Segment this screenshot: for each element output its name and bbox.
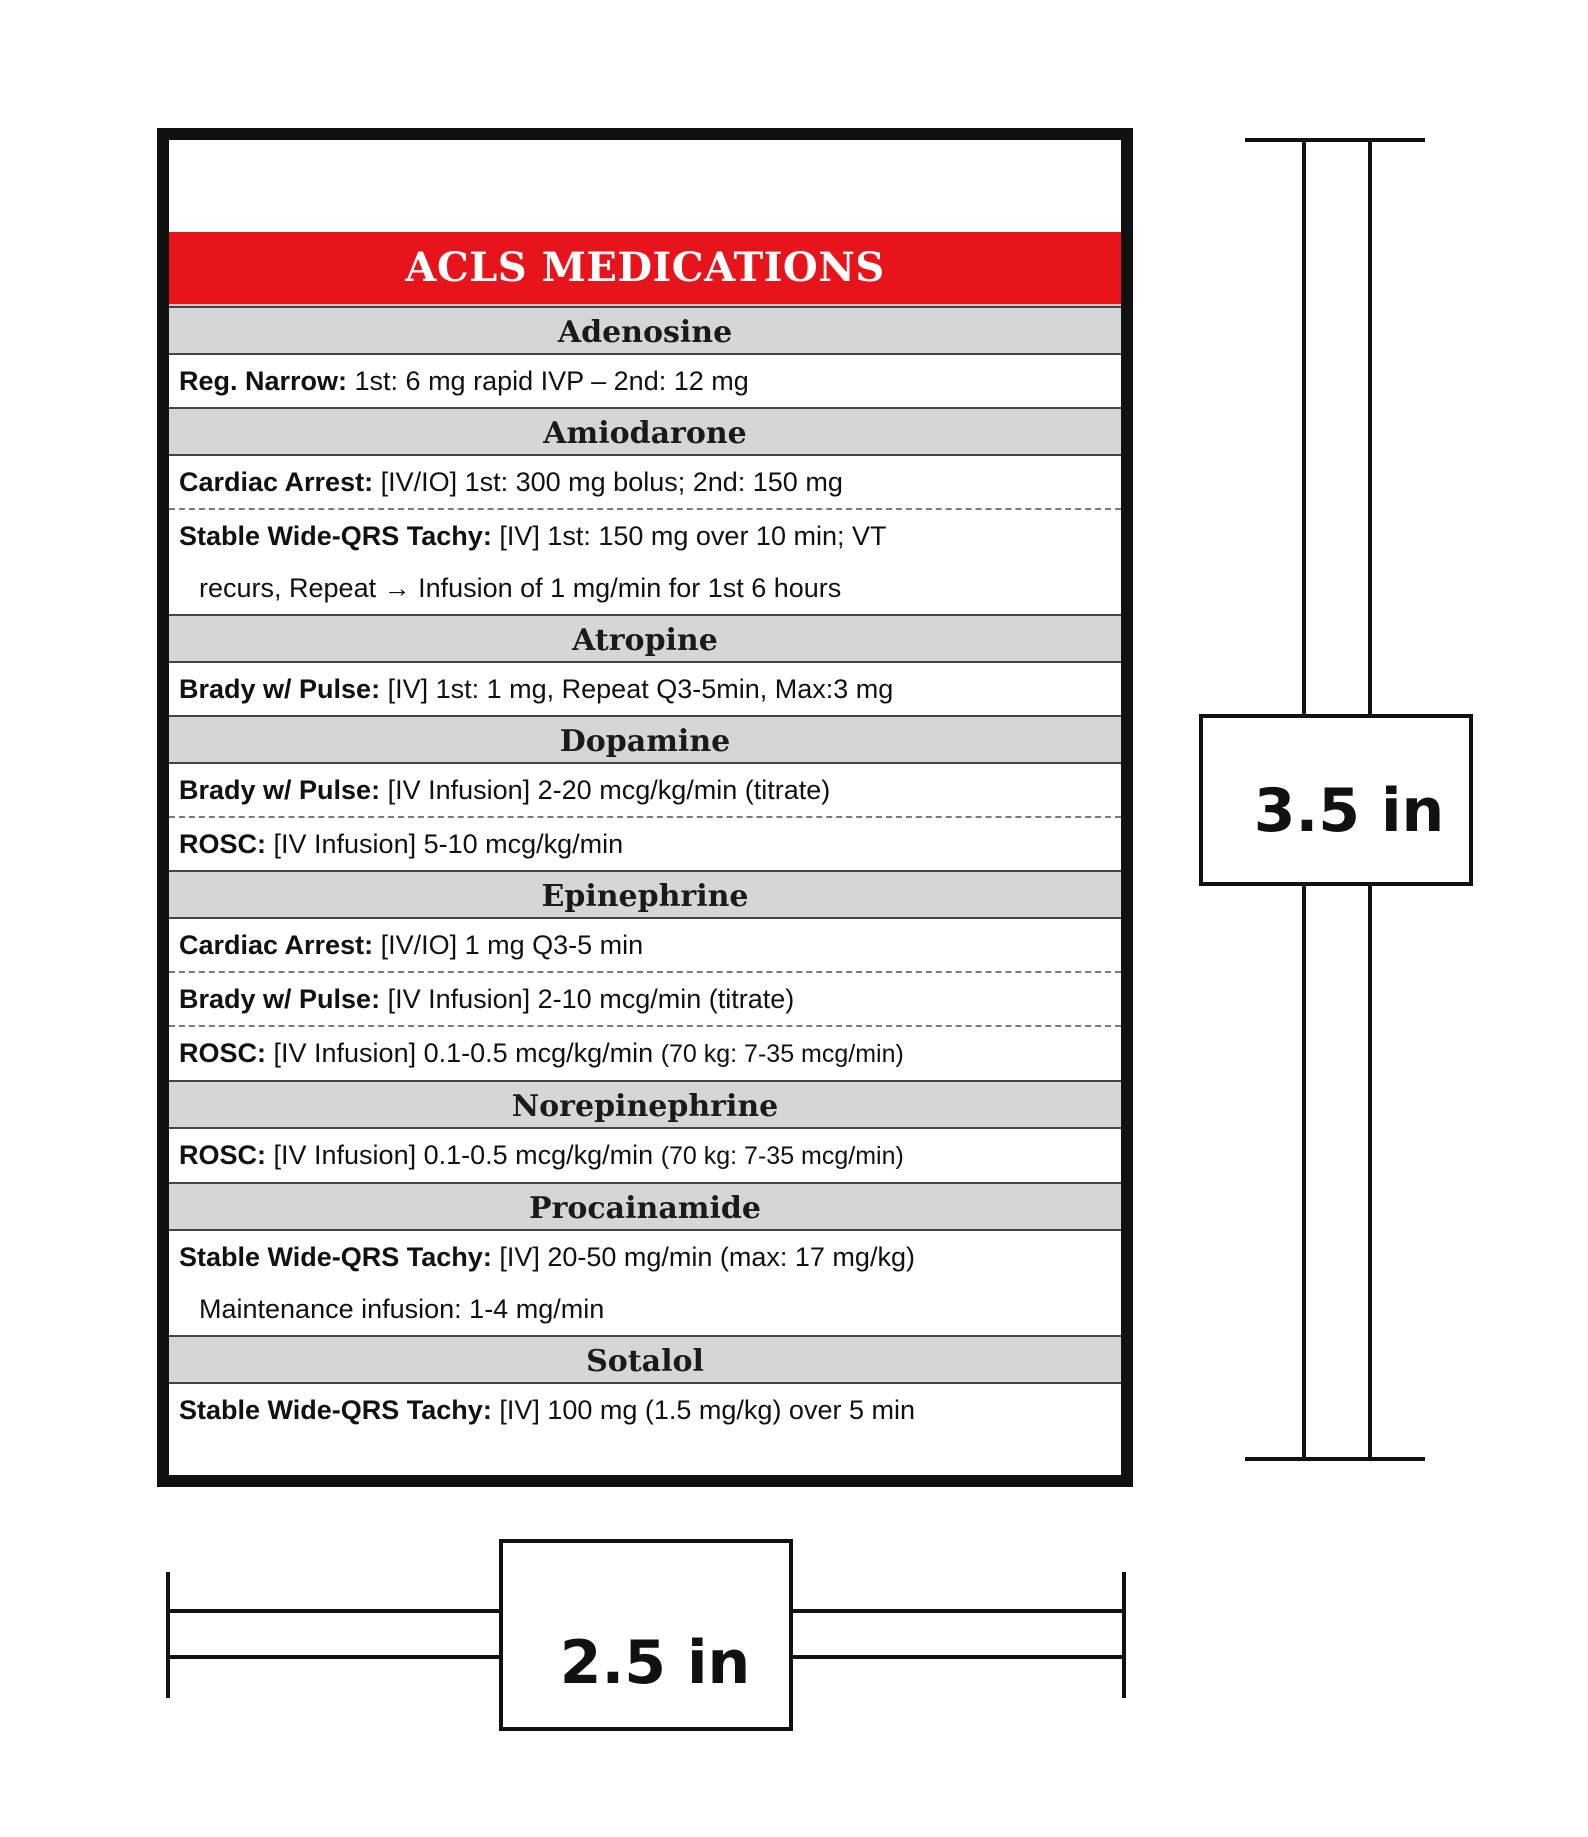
- drug-rows: [169, 1231, 1121, 1335]
- drug-rows: [169, 663, 1121, 715]
- dosage-indication: Reg. Narrow:: [179, 366, 348, 396]
- height-dimension-label: 3.5 in: [1253, 776, 1445, 846]
- dosage-row: [169, 1129, 1121, 1182]
- dosage-indication: ROSC:: [179, 1140, 266, 1170]
- dosage-row: [169, 816, 1121, 870]
- drug-rows: [169, 764, 1121, 870]
- dosage-text: [IV Infusion] 0.1-0.5 mcg/kg/min: [266, 1140, 661, 1170]
- dosage-text: [IV Infusion] 2-20 mcg/kg/min (titrate): [380, 775, 831, 805]
- drug-rows: [169, 1129, 1121, 1182]
- dosage-text: [IV Infusion] 2-10 mcg/min (titrate): [380, 984, 795, 1014]
- dosage-indication: Cardiac Arrest:: [179, 930, 374, 960]
- dosage-text: [IV] 1st: 150 mg over 10 min; VT: [491, 521, 887, 551]
- drug-header: Epinephrine: [169, 870, 1121, 919]
- drug-header: Atropine: [169, 614, 1121, 663]
- card-top-space: [169, 140, 1121, 232]
- dosage-text: [IV Infusion] 5-10 mcg/kg/min: [266, 829, 624, 859]
- drug-rows: [169, 1384, 1121, 1436]
- drug-rows: [169, 355, 1121, 407]
- dosage-indication: Brady w/ Pulse:: [179, 984, 381, 1014]
- drug-header: Amiodarone: [169, 407, 1121, 456]
- dosage-indication: ROSC:: [179, 1038, 266, 1068]
- drug-header: Adenosine: [169, 306, 1121, 355]
- dosage-note: (70 kg: 7-35 mcg/min): [660, 1040, 904, 1068]
- drug-header: Sotalol: [169, 1335, 1121, 1384]
- dosage-indication: Cardiac Arrest:: [179, 467, 374, 497]
- dosage-row: [169, 1025, 1121, 1080]
- dosage-text: [IV] 1st: 1 mg, Repeat Q3-5min, Max:3 mg: [380, 674, 894, 704]
- dosage-row: [169, 1231, 1121, 1335]
- dosage-row: [169, 456, 1121, 508]
- dosage-text: [IV/IO] 1st: 300 mg bolus; 2nd: 150 mg: [373, 467, 843, 497]
- dosage-row: [169, 508, 1121, 614]
- width-dimension-label: 2.5 in: [559, 1628, 751, 1698]
- dosage-indication: Brady w/ Pulse:: [179, 775, 381, 805]
- dosage-continuation: recurs, Repeat → Infusion of 1 mg/min for 1st 6 hours: [199, 573, 842, 603]
- dosage-row: [169, 355, 1121, 407]
- drug-sections: [169, 306, 1121, 1436]
- dosage-row: [169, 1384, 1121, 1436]
- drug-header: Procainamide: [169, 1182, 1121, 1231]
- dosage-row: [169, 764, 1121, 816]
- dosage-indication: Stable Wide-QRS Tachy:: [179, 521, 492, 551]
- dosage-row: [169, 663, 1121, 715]
- dosage-indication: Brady w/ Pulse:: [179, 674, 381, 704]
- dosage-continuation: Maintenance infusion: 1-4 mg/min: [199, 1294, 605, 1324]
- dosage-row: [169, 919, 1121, 971]
- dosage-text: [IV/IO] 1 mg Q3-5 min: [373, 930, 644, 960]
- dosage-indication: ROSC:: [179, 829, 266, 859]
- dosage-note: (70 kg: 7-35 mcg/min): [660, 1142, 904, 1170]
- dosage-text: [IV] 100 mg (1.5 mg/kg) over 5 min: [491, 1395, 915, 1425]
- drug-rows: [169, 919, 1121, 1080]
- card-title: ACLS MEDICATIONS: [169, 232, 1121, 306]
- dosage-text: [IV] 20-50 mg/min (max: 17 mg/kg): [491, 1242, 915, 1272]
- dosage-indication: Stable Wide-QRS Tachy:: [179, 1242, 492, 1272]
- dosage-text: 1st: 6 mg rapid IVP – 2nd: 12 mg: [347, 366, 749, 396]
- dosage-indication: Stable Wide-QRS Tachy:: [179, 1395, 492, 1425]
- dosage-text: [IV Infusion] 0.1-0.5 mcg/kg/min: [266, 1038, 661, 1068]
- drug-rows: [169, 456, 1121, 614]
- medication-card: [157, 128, 1133, 1487]
- drug-header: Dopamine: [169, 715, 1121, 764]
- drug-header: Norepinephrine: [169, 1080, 1121, 1129]
- dosage-row: [169, 971, 1121, 1025]
